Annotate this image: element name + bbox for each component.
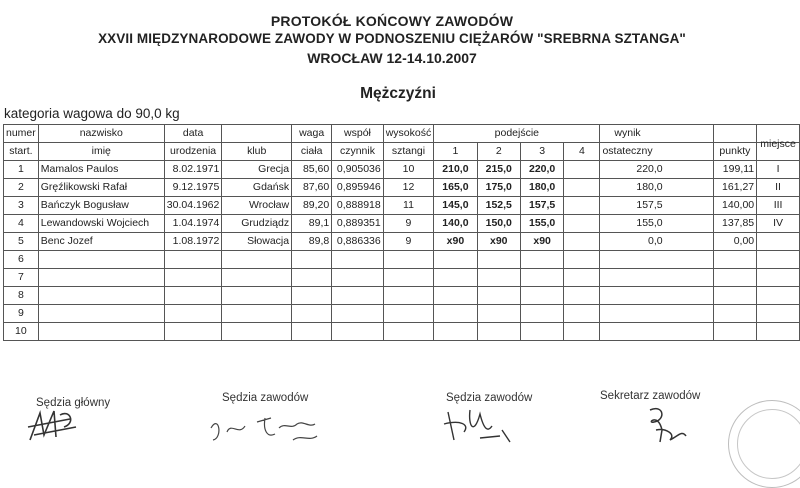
- cell-coef: 0,886336: [332, 233, 384, 251]
- cell-name: [38, 251, 164, 269]
- table-row: [4, 305, 800, 323]
- table-row: [4, 269, 800, 287]
- col-wynik: wynik: [600, 125, 713, 143]
- cell-bw: [292, 251, 332, 269]
- cell-a4: [564, 197, 600, 215]
- cell-club: [222, 323, 292, 341]
- cell-result: 155,0: [600, 215, 713, 233]
- cell-dob: [164, 287, 222, 305]
- cell-bar: [383, 269, 434, 287]
- col-ciala: ciała: [292, 143, 332, 161]
- cell-result: 220,0: [600, 161, 713, 179]
- cell-a1: 145,0: [434, 197, 477, 215]
- cell-dob: [164, 305, 222, 323]
- cell-a2: 175,0: [477, 179, 520, 197]
- cell-a4: [564, 269, 600, 287]
- cell-a3: [520, 251, 563, 269]
- cell-result: [600, 251, 713, 269]
- table-row: [4, 197, 800, 215]
- col-attempt-4: 4: [564, 143, 600, 161]
- cell-coef: 0,895946: [332, 179, 384, 197]
- cell-a2: [477, 269, 520, 287]
- header-row-top: [4, 125, 800, 143]
- cell-result: [600, 305, 713, 323]
- results-table: [3, 124, 800, 341]
- cell-a2: 215,0: [477, 161, 520, 179]
- cell-bw: 87,60: [292, 179, 332, 197]
- col-klub: klub: [222, 143, 292, 161]
- cell-a3: [520, 269, 563, 287]
- cell-place: II: [757, 179, 800, 197]
- cell-a4: [564, 251, 600, 269]
- cell-a2: 152,5: [477, 197, 520, 215]
- cell-result: 180,0: [600, 179, 713, 197]
- col-data: data: [164, 125, 222, 143]
- cell-bw: 89,1: [292, 215, 332, 233]
- protocol-title: PROTOKÓŁ KOŃCOWY ZAWODÓW: [270, 13, 514, 29]
- cell-a3: 220,0: [520, 161, 563, 179]
- table-row: [4, 323, 800, 341]
- cell-bar: [383, 305, 434, 323]
- cell-name: [38, 287, 164, 305]
- cell-no: 4: [4, 215, 39, 233]
- col-punkty: punkty: [713, 143, 757, 161]
- cell-points: 137,85: [713, 215, 757, 233]
- cell-name: Benc Jozef: [38, 233, 164, 251]
- cell-club: Grecja: [222, 161, 292, 179]
- cell-dob: 1.08.1972: [164, 233, 222, 251]
- cell-dob: [164, 269, 222, 287]
- official-stamp: [728, 400, 800, 488]
- cell-result: 0,0: [600, 233, 713, 251]
- cell-club: Słowacja: [222, 233, 292, 251]
- cell-name: Gręźlikowski Rafał: [38, 179, 164, 197]
- cell-result: [600, 287, 713, 305]
- cell-club: [222, 305, 292, 323]
- col-urodzenia: urodzenia: [164, 143, 222, 161]
- table-row: [4, 233, 800, 251]
- cell-bar: 11: [383, 197, 434, 215]
- cell-a1: [434, 323, 477, 341]
- cell-name: [38, 323, 164, 341]
- cell-place: IV: [757, 215, 800, 233]
- cell-a4: [564, 323, 600, 341]
- cell-club: Grudziądz: [222, 215, 292, 233]
- cell-no: 9: [4, 305, 39, 323]
- cell-points: 199,11: [713, 161, 757, 179]
- col-imie: imię: [38, 143, 164, 161]
- cell-dob: 8.02.1971: [164, 161, 222, 179]
- col-start: start.: [4, 143, 39, 161]
- secretary-label: Sekretarz zawodów: [600, 390, 701, 402]
- cell-a1: [434, 305, 477, 323]
- cell-a2: [477, 305, 520, 323]
- cell-no: 2: [4, 179, 39, 197]
- cell-place: I: [757, 161, 800, 179]
- cell-coef: [332, 287, 384, 305]
- col-waga: waga: [292, 125, 332, 143]
- cell-result: [600, 323, 713, 341]
- judge-2-signature: [440, 402, 520, 445]
- cell-a1: 140,0: [434, 215, 477, 233]
- cell-a3: [520, 305, 563, 323]
- cell-a2: 150,0: [477, 215, 520, 233]
- venue-dates: WROCŁAW 12-14.10.2007: [307, 50, 477, 66]
- cell-bw: [292, 305, 332, 323]
- cell-bar: 10: [383, 161, 434, 179]
- cell-points: [713, 287, 757, 305]
- col-nazwisko: nazwisko: [38, 125, 164, 143]
- cell-place: [757, 287, 800, 305]
- cell-name: Lewandowski Wojciech: [38, 215, 164, 233]
- cell-a4: [564, 161, 600, 179]
- cell-bar: [383, 323, 434, 341]
- cell-place: [757, 305, 800, 323]
- cell-a4: [564, 287, 600, 305]
- cell-coef: [332, 323, 384, 341]
- cell-club: Gdańsk: [222, 179, 292, 197]
- cell-a4: [564, 233, 600, 251]
- cell-points: [713, 251, 757, 269]
- table-row: [4, 251, 800, 269]
- cell-club: Wrocław: [222, 197, 292, 215]
- cell-a3: [520, 287, 563, 305]
- cell-a3: x90: [520, 233, 563, 251]
- cell-bar: [383, 287, 434, 305]
- cell-dob: [164, 251, 222, 269]
- cell-result: 157,5: [600, 197, 713, 215]
- secretary-signature: [636, 400, 696, 445]
- cell-no: 5: [4, 233, 39, 251]
- cell-bw: [292, 287, 332, 305]
- weight-category: kategoria wagowa do 90,0 kg: [4, 106, 180, 121]
- cell-no: 3: [4, 197, 39, 215]
- col-sztangi: sztangi: [383, 143, 434, 161]
- cell-bw: [292, 323, 332, 341]
- table-row: [4, 161, 800, 179]
- cell-place: [757, 323, 800, 341]
- col-podejscie: podejście: [434, 125, 600, 143]
- cell-place: [757, 251, 800, 269]
- gender-heading: Mężczyźni: [360, 85, 436, 102]
- cell-a4: [564, 215, 600, 233]
- cell-a3: 157,5: [520, 197, 563, 215]
- judge-2-label: Sędzia zawodów: [446, 392, 533, 404]
- cell-coef: 0,905036: [332, 161, 384, 179]
- cell-bw: 89,8: [292, 233, 332, 251]
- cell-name: [38, 305, 164, 323]
- cell-no: 8: [4, 287, 39, 305]
- cell-coef: [332, 305, 384, 323]
- cell-name: Mamalos Paulos: [38, 161, 164, 179]
- cell-a1: 165,0: [434, 179, 477, 197]
- cell-dob: 9.12.1975: [164, 179, 222, 197]
- col-czynnik: czynnik: [332, 143, 384, 161]
- cell-coef: 0,888918: [332, 197, 384, 215]
- cell-bw: [292, 269, 332, 287]
- cell-club: [222, 287, 292, 305]
- col-miejsce: miejsce: [757, 137, 800, 155]
- table-row: [4, 179, 800, 197]
- col-ostateczny: ostateczny: [600, 143, 713, 161]
- cell-a4: [564, 179, 600, 197]
- cell-bar: 12: [383, 179, 434, 197]
- cell-name: [38, 269, 164, 287]
- cell-coef: 0,889351: [332, 215, 384, 233]
- cell-a3: 155,0: [520, 215, 563, 233]
- cell-a1: 210,0: [434, 161, 477, 179]
- cell-a1: [434, 269, 477, 287]
- cell-club: [222, 251, 292, 269]
- results-body: [4, 161, 800, 341]
- cell-a2: [477, 323, 520, 341]
- cell-a3: 180,0: [520, 179, 563, 197]
- cell-points: 0,00: [713, 233, 757, 251]
- cell-a1: [434, 287, 477, 305]
- cell-bar: [383, 251, 434, 269]
- cell-a1: x90: [434, 233, 477, 251]
- cell-points: 161,27: [713, 179, 757, 197]
- cell-a4: [564, 305, 600, 323]
- col-numer: numer: [4, 125, 39, 143]
- cell-a2: [477, 251, 520, 269]
- cell-no: 10: [4, 323, 39, 341]
- col-attempt-2: 2: [477, 143, 520, 161]
- cell-points: [713, 305, 757, 323]
- cell-a2: x90: [477, 233, 520, 251]
- cell-dob: 1.04.1974: [164, 215, 222, 233]
- cell-points: [713, 323, 757, 341]
- cell-place: [757, 269, 800, 287]
- cell-club: [222, 269, 292, 287]
- cell-dob: [164, 323, 222, 341]
- cell-coef: [332, 251, 384, 269]
- judge-1-label: Sędzia zawodów: [222, 392, 309, 404]
- cell-a1: [434, 251, 477, 269]
- cell-place: [757, 233, 800, 251]
- col-attempt-1: 1: [434, 143, 477, 161]
- cell-no: 1: [4, 161, 39, 179]
- competition-name: XXVII MIĘDZYNARODOWE ZAWODY W PODNOSZENIU CIĘŻARÓW "SREBRNA SZTANGA": [98, 31, 686, 46]
- cell-dob: 30.04.1962: [164, 197, 222, 215]
- cell-name: Bańczyk Bogusław: [38, 197, 164, 215]
- col-wspol: współ: [332, 125, 384, 143]
- cell-points: 140,00: [713, 197, 757, 215]
- cell-result: [600, 269, 713, 287]
- cell-points: [713, 269, 757, 287]
- cell-a3: [520, 323, 563, 341]
- cell-bw: 85,60: [292, 161, 332, 179]
- cell-bw: 89,20: [292, 197, 332, 215]
- header-row-bottom: [4, 143, 800, 161]
- cell-no: 6: [4, 251, 39, 269]
- main-judge-signature: [20, 405, 100, 445]
- cell-place: III: [757, 197, 800, 215]
- col-attempt-3: 3: [520, 143, 563, 161]
- judge-1-signature: [205, 408, 335, 445]
- table-row: [4, 287, 800, 305]
- col-wysokosc: wysokość: [383, 125, 434, 143]
- main-judge-label: Sędzia główny: [36, 397, 111, 409]
- cell-coef: [332, 269, 384, 287]
- cell-bar: 9: [383, 233, 434, 251]
- table-row: [4, 215, 800, 233]
- cell-a2: [477, 287, 520, 305]
- cell-no: 7: [4, 269, 39, 287]
- cell-bar: 9: [383, 215, 434, 233]
